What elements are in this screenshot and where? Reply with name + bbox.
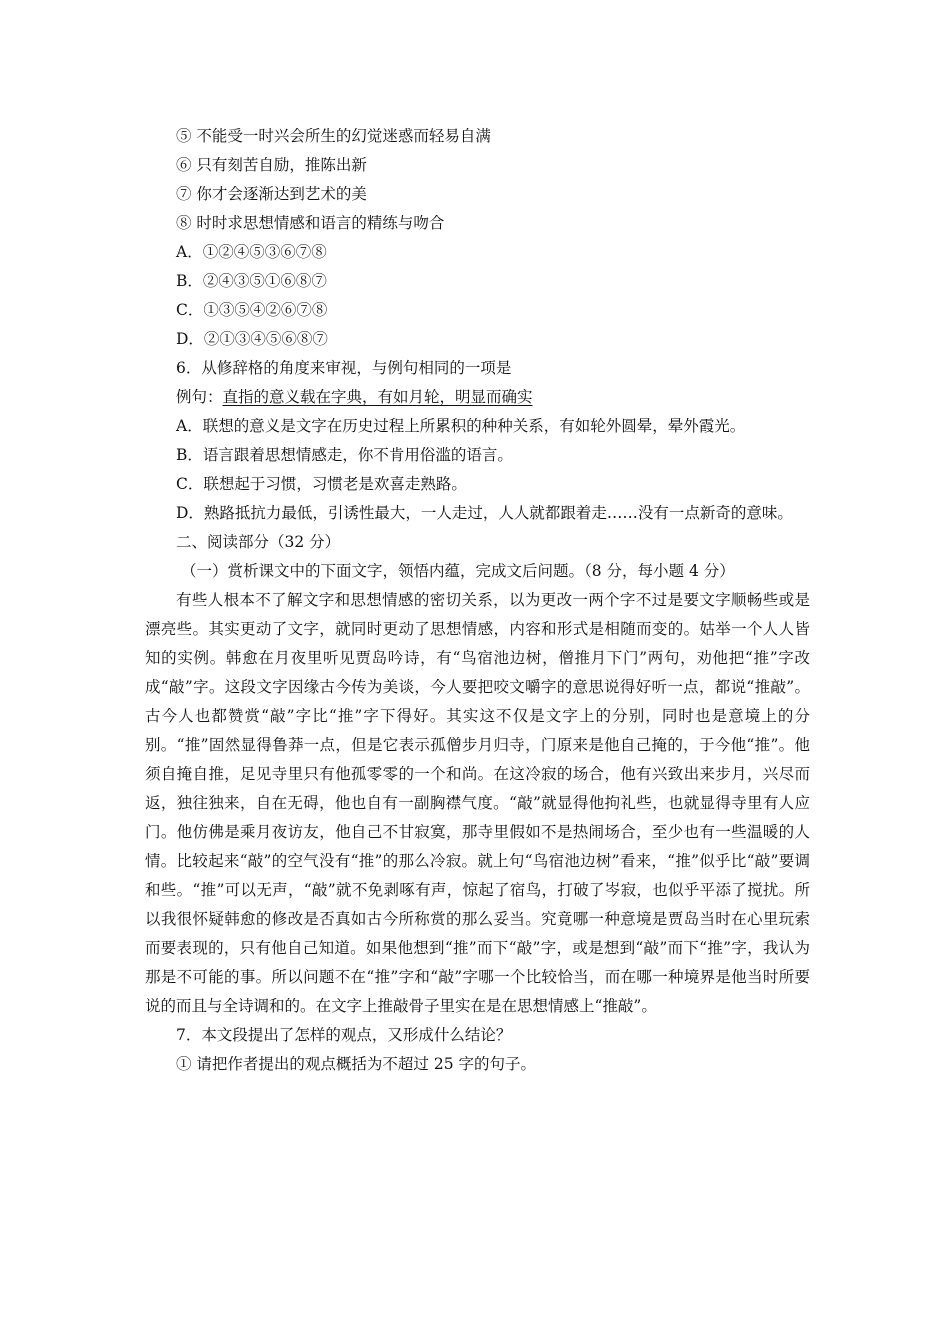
sentence-6: ⑥ 只有刻苦自励，推陈出新	[176, 156, 367, 174]
q5-option-d: D．②①③④⑤⑥⑧⑦	[176, 330, 328, 348]
section-2-sub1: （一）赏析课文中的下面文字，领悟内蕴，完成文后问题。（8 分，每小题 4 分）	[181, 562, 735, 580]
sentence-5: ⑤ 不能受一时兴会所生的幻觉迷惑而轻易自满	[176, 127, 491, 145]
q6-option-d: D．熟路抵抗力最低，引诱性最大，一人走过，人人就都跟着走……没有一点新奇的意味。	[176, 504, 793, 522]
sentence-7: ⑦ 你才会逐渐达到艺术的美	[176, 185, 367, 203]
q5-option-b: B．②④③⑤①⑥⑧⑦	[176, 272, 327, 290]
section-2-title: 二、阅读部分（32 分）	[176, 533, 341, 551]
q6-stem: 6．从修辞格的角度来审视，与例句相同的一项是	[176, 359, 512, 377]
q6-option-c: C．联想起于习惯，习惯老是欢喜走熟路。	[176, 475, 467, 493]
q6-example-prefix: 例句：	[176, 388, 223, 406]
sentence-8: ⑧ 时时求思想情感和语言的精练与吻合	[176, 214, 445, 232]
q6-example	[145, 383, 810, 412]
q6-option-b: B．语言跟着思想情感走，你不肯用俗滥的语言。	[176, 446, 513, 464]
q5-option-c: C．①③⑤④②⑥⑦⑧	[176, 301, 328, 319]
q6-example-text: 直指的意义载在字典，有如月轮，明显而确实	[222, 388, 533, 406]
reading-passage: 有些人根本不了解文字和思想情感的密切关系，以为更改一两个字不过是要文字顺畅些或是漂亮些。其实更动了文字，就同时更动了思想情感，内容和形式是相随而变的。姑举一个人人皆知的实例。韩愈在月夜里听见贾岛吟诗，有“鸟宿池边树，僧推月下门”两句，劝他把“推”字改成“敲”字。这段文字因缘古今传为美谈，今人要把咬文嚼字的意思说得好听一点，都说“推敲”。古今人也都赞赏“敲”字比“推”字下得好。其实这不仅是文字上的分别，同时也是意境上的分别。“推”固然显得鲁莽一点，但是它表示孤僧步月归寺，门原来是他自己掩的，于今他“推”。他须自掩自推，足见寺里只有他孤零零的一个和尚。在这冷寂的场合，他有兴致出来步月，兴尽而返，独往独来，自在无碍，他也自有一副胸襟气度。“敲”就显得他拘礼些，也就显得寺里有人应门。他仿佛是乘月夜访友，他自己不甘寂寞，那寺里假如不是热闹场合，至少也有一些温暖的人情。比较起来“敲”的空气没有“推”的那么冷寂。就上句“鸟宿池边树”看来，“推”似乎比“敲”要调和些。“推”可以无声，“敲”就不免剥啄有声，惊起了宿鸟，打破了岑寂，也似乎平添了搅扰。所以我很怀疑韩愈的修改是否真如古今所称赏的那么妥当。究竟哪一种意境是贾岛当时在心里玩索而要表现的，只有他自己知道。如果他想到“推”而下“敲”字，或是想到“敲”而下“推”字，我认为那是不可能的事。所以问题不在“推”字和“敲”字哪一个比较恰当，而在哪一种境界是他当时所要说的而且与全诗调和的。在文字上推敲骨子里实在是在思想情感上“推敲”。	[145, 591, 810, 1015]
q7-sub1: ① 请把作者提出的观点概括为不超过 25 字的句子。	[176, 1055, 537, 1073]
q6-option-a: A．联想的意义是文字在历史过程上所累积的种种关系，有如轮外圆晕，晕外霞光。	[176, 417, 746, 435]
q5-option-a: A．①②④⑤③⑥⑦⑧	[176, 243, 327, 261]
document-content	[145, 122, 810, 1079]
q7-stem: 7．本文段提出了怎样的观点，又形成什么结论？	[176, 1026, 512, 1044]
